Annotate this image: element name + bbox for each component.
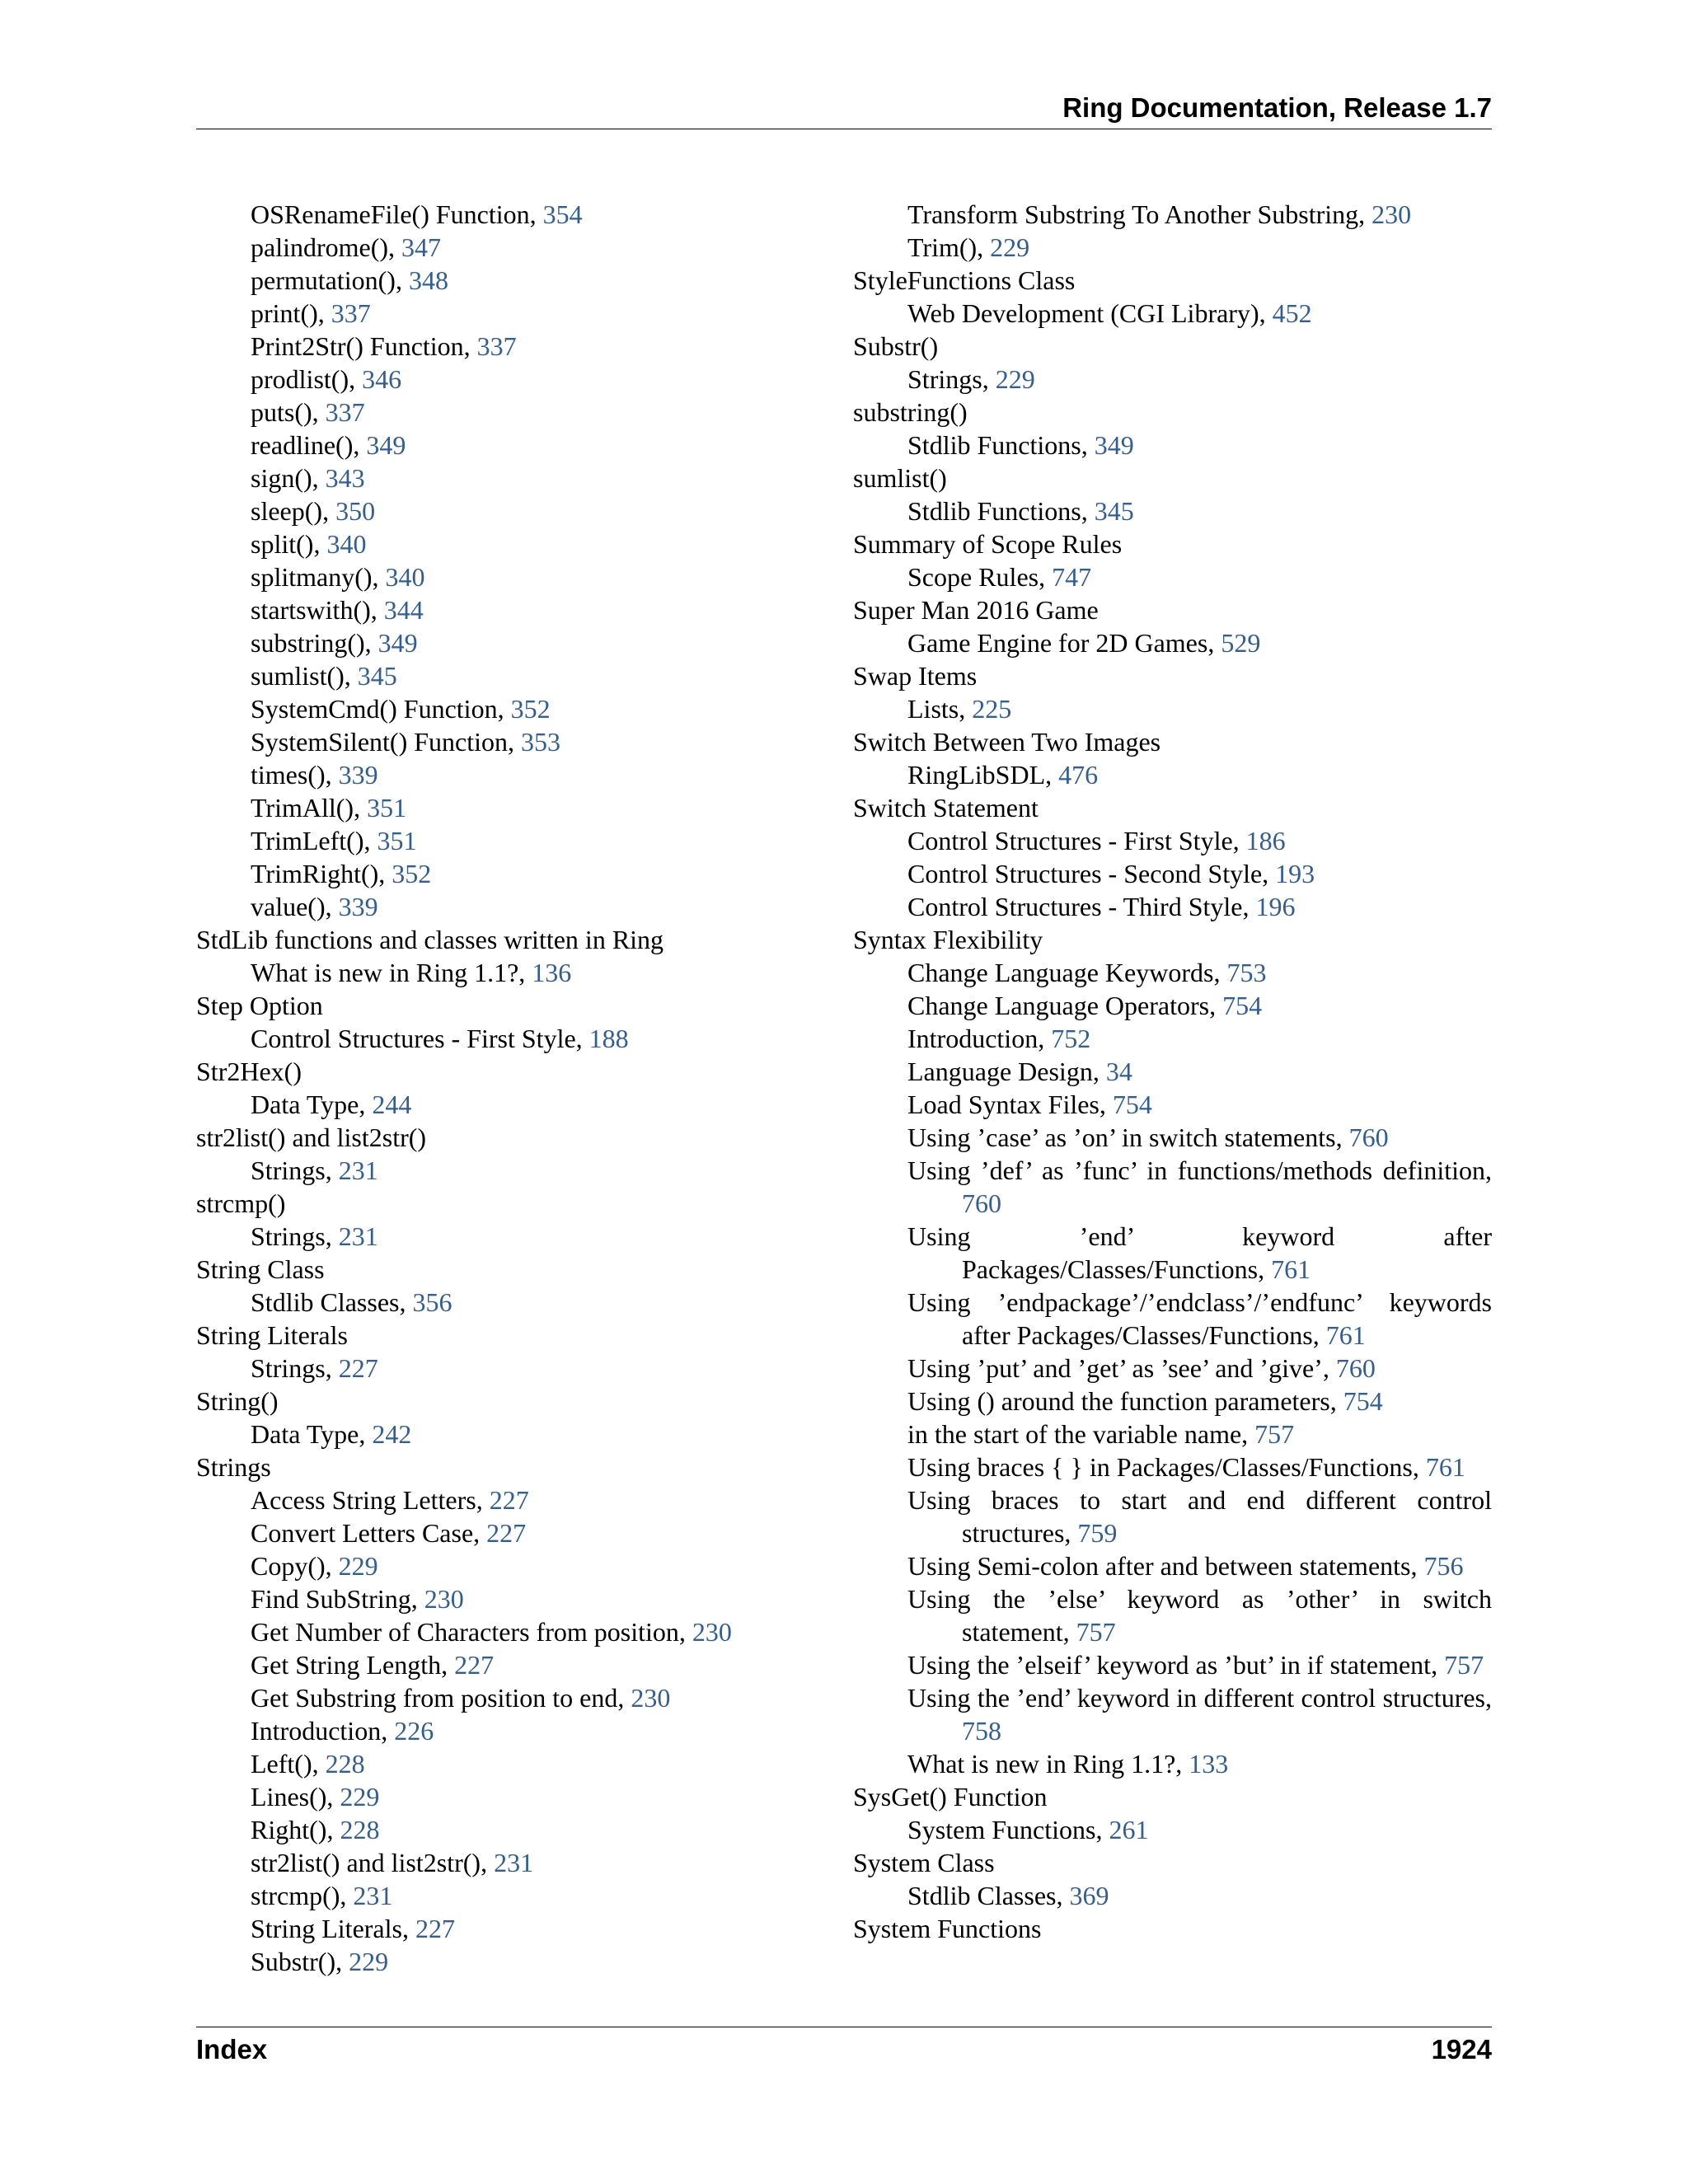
- page-link[interactable]: 351: [377, 826, 417, 855]
- index-subentry: [853, 231, 1492, 264]
- page-link[interactable]: 346: [362, 364, 402, 394]
- page-link[interactable]: 136: [532, 958, 572, 987]
- index-entry-text: StdLib functions and classes written in Ring: [196, 925, 664, 954]
- page-link[interactable]: 231: [338, 1155, 378, 1185]
- index-column-left: [196, 198, 847, 1978]
- index-term: [196, 1451, 847, 1483]
- index-entry-text: Transform Substring To Another Substring,: [907, 199, 1372, 229]
- index-subentry: [196, 1747, 847, 1780]
- index-term: [853, 1912, 1492, 1945]
- page-link[interactable]: 339: [338, 892, 378, 921]
- index-subentry: [853, 890, 1492, 923]
- index-subentry: [853, 297, 1492, 330]
- page-link[interactable]: 348: [408, 265, 448, 295]
- index-subentry: [853, 1418, 1492, 1451]
- index-term: [853, 1780, 1492, 1813]
- index-subentry: [853, 1088, 1492, 1121]
- index-term: [196, 989, 847, 1022]
- page-link[interactable]: 754: [1222, 991, 1263, 1020]
- index-entry-text: sign(),: [251, 463, 326, 493]
- index-subentry: [196, 264, 847, 297]
- page-link[interactable]: 343: [325, 463, 365, 493]
- index-subentry: [853, 1549, 1492, 1582]
- index-term: [853, 264, 1492, 297]
- index-subentry: [853, 1055, 1492, 1088]
- index-term: [853, 396, 1492, 429]
- page-link[interactable]: 349: [377, 628, 418, 658]
- index-entry-text: Left(),: [251, 1749, 326, 1779]
- page-link[interactable]: 231: [353, 1881, 393, 1910]
- index-subentry: [196, 1615, 847, 1648]
- index-subentry: [853, 363, 1492, 396]
- page-link[interactable]: 760: [1335, 1353, 1376, 1383]
- index-entry-text: Data Type,: [251, 1419, 373, 1449]
- page-link[interactable]: 230: [424, 1584, 464, 1614]
- index-subentry: [196, 1945, 847, 1978]
- page-link[interactable]: 761: [1271, 1254, 1311, 1284]
- index-entry-text: times(),: [251, 760, 339, 790]
- index-subentry: [196, 1846, 847, 1879]
- page-link[interactable]: 761: [1425, 1452, 1465, 1482]
- index-subentry: [853, 494, 1492, 527]
- index-subentry: [196, 626, 847, 659]
- index-entry-text: Strings: [196, 1452, 271, 1482]
- index-term: [853, 659, 1492, 692]
- index-entry-text: Control Structures - Third Style,: [907, 892, 1256, 921]
- index-subentry: [196, 1088, 847, 1121]
- index-entry-text: Substr(),: [251, 1947, 349, 1976]
- index-subentry: [853, 857, 1492, 890]
- page-link[interactable]: 356: [412, 1287, 452, 1317]
- page-link[interactable]: 227: [486, 1518, 527, 1548]
- index-entry-text: prodlist(),: [251, 364, 363, 394]
- index-entry-text: String Literals,: [251, 1914, 415, 1943]
- index-entry-text: Load Syntax Files,: [907, 1090, 1113, 1119]
- index-subentry: [853, 1582, 1492, 1648]
- index-subentry: [196, 1483, 847, 1516]
- index-entry-text: sleep(),: [251, 496, 336, 526]
- index-entry-text: Trim(),: [907, 232, 991, 262]
- index-subentry: [196, 429, 847, 462]
- index-term: [196, 923, 847, 956]
- index-entry-text: print(),: [251, 298, 331, 328]
- index-entry-text: Summary of Scope Rules: [853, 529, 1123, 559]
- index-entry-text: Using braces { } in Packages/Classes/Functions,: [907, 1452, 1426, 1482]
- page-link[interactable]: 452: [1272, 298, 1312, 328]
- page-link[interactable]: 228: [340, 1815, 380, 1844]
- index-entry-text: Using ’case’ as ’on’ in switch statements,: [907, 1122, 1349, 1152]
- index-term: [196, 1055, 847, 1088]
- index-subentry: [196, 1714, 847, 1747]
- page-link[interactable]: 352: [510, 694, 551, 724]
- index-entry-text: Stdlib Functions,: [907, 496, 1095, 526]
- document-header-title: Ring Documentation, Release 1.7: [1062, 92, 1492, 123]
- index-entry-text: Right(),: [251, 1815, 340, 1844]
- page-link[interactable]: 476: [1058, 760, 1099, 790]
- index-entry-text: strcmp(),: [251, 1881, 354, 1910]
- page-link[interactable]: 340: [385, 562, 425, 592]
- page-link[interactable]: 350: [335, 496, 376, 526]
- page-link[interactable]: 347: [401, 232, 442, 262]
- footer-section-label: Index: [196, 2034, 268, 2064]
- index-subentry: [196, 725, 847, 758]
- page-link[interactable]: 759: [1077, 1518, 1118, 1548]
- index-entry-text: Step Option: [196, 991, 323, 1020]
- index-entry-text: Using ’end’ keyword after Packages/Classes/Functions,: [907, 1221, 1492, 1284]
- index-subentry: [196, 1022, 847, 1055]
- index-entry-text: Web Development (CGI Library),: [907, 298, 1273, 328]
- index-entry-text: System Functions: [853, 1914, 1042, 1943]
- index-subentry: [853, 1220, 1492, 1286]
- page-link[interactable]: 753: [1226, 958, 1267, 987]
- index-term: [196, 1253, 847, 1286]
- page-link[interactable]: 354: [542, 199, 583, 229]
- page-link[interactable]: 231: [338, 1221, 378, 1251]
- index-entry-text: Str2Hex(): [196, 1057, 302, 1086]
- index-entry-text: puts(),: [251, 397, 326, 427]
- page-link[interactable]: 242: [372, 1419, 412, 1449]
- index-subentry: [196, 198, 847, 231]
- index-subentry: [196, 758, 847, 791]
- index-subentry: [853, 1681, 1492, 1747]
- index-entry-text: Using ’put’ and ’get’ as ’see’ and ’give’,: [907, 1353, 1336, 1383]
- index-entry-text: Using braces to start and end different control structures,: [907, 1485, 1492, 1548]
- index-subentry: [853, 1879, 1492, 1912]
- index-entry-text: Change Language Operators,: [907, 991, 1223, 1020]
- index-entry-text: substring(),: [251, 628, 378, 658]
- index-term: [196, 1319, 847, 1352]
- index-term: [853, 791, 1492, 824]
- index-subentry: [196, 494, 847, 527]
- index-subentry: [196, 659, 847, 692]
- page-link[interactable]: 761: [1325, 1320, 1366, 1350]
- index-entry-text: Switch Statement: [853, 793, 1039, 823]
- index-entry-text: System Class: [853, 1848, 995, 1877]
- index-entry-text: Lists,: [907, 694, 973, 724]
- page-link[interactable]: 227: [454, 1650, 495, 1680]
- page-link[interactable]: 754: [1112, 1090, 1152, 1119]
- index-entry-text: Change Language Keywords,: [907, 958, 1227, 987]
- index-subentry: [853, 758, 1492, 791]
- index-subentry: [196, 527, 847, 560]
- index-subentry: [196, 1154, 847, 1187]
- page-link[interactable]: 188: [588, 1024, 629, 1053]
- index-entry-text: Get Substring from position to end,: [251, 1683, 631, 1713]
- index-entry-text: Access String Letters,: [251, 1485, 490, 1515]
- index-entry-text: String Literals: [196, 1320, 348, 1350]
- index-entry-text: Get String Length,: [251, 1650, 455, 1680]
- index-subentry: [853, 429, 1492, 462]
- index-entry-text: TrimAll(),: [251, 793, 368, 823]
- footer-page-number: 1924: [1431, 2034, 1492, 2064]
- index-entry-text: Print2Str() Function,: [251, 331, 477, 361]
- index-subentry: [196, 363, 847, 396]
- page-link[interactable]: 229: [990, 232, 1030, 262]
- page-link[interactable]: 133: [1189, 1749, 1229, 1779]
- index-subentry: [196, 330, 847, 363]
- page-link[interactable]: 228: [325, 1749, 365, 1779]
- page-link[interactable]: 760: [1348, 1122, 1389, 1152]
- index-entry-text: Syntax Flexibility: [853, 925, 1043, 954]
- index-entry-text: startswith(),: [251, 595, 384, 625]
- index-entry-text: Using the ’elseif’ keyword as ’but’ in if statement,: [907, 1650, 1445, 1680]
- index-subentry: [196, 857, 847, 890]
- page-link[interactable]: 337: [476, 331, 517, 361]
- index-entry-text: Data Type,: [251, 1090, 373, 1119]
- page-link[interactable]: 225: [972, 694, 1012, 724]
- index-entry-text: Strings,: [251, 1353, 339, 1383]
- page-link[interactable]: 229: [349, 1947, 389, 1976]
- page-link[interactable]: 229: [995, 364, 1035, 394]
- index-entry-text: TrimRight(),: [251, 859, 392, 888]
- index-entry-text: sumlist(),: [251, 661, 358, 691]
- index-entry-text: OSRenameFile() Function,: [251, 199, 543, 229]
- index-subentry: [196, 1352, 847, 1385]
- index-entry-text: SystemCmd() Function,: [251, 694, 511, 724]
- page-link[interactable]: 226: [394, 1716, 434, 1746]
- index-entry-text: System Functions,: [907, 1815, 1109, 1844]
- index-entry-text: SysGet() Function: [853, 1782, 1048, 1811]
- index-entry-text: Convert Letters Case,: [251, 1518, 487, 1548]
- index-entry-text: RingLibSDL,: [907, 760, 1059, 790]
- index-entry-text: SystemSilent() Function,: [251, 727, 521, 757]
- index-entry-text: str2list() and list2str(),: [251, 1848, 495, 1877]
- index-subentry: [196, 396, 847, 429]
- index-subentry: [196, 1220, 847, 1253]
- index-entry-text: Strings,: [251, 1221, 339, 1251]
- index-entry-text: Get Number of Characters from position,: [251, 1617, 692, 1647]
- index-entry-text: Copy(),: [251, 1551, 339, 1581]
- index-entry-text: Strings,: [251, 1155, 339, 1185]
- index-entry-text: Substr(): [853, 331, 939, 361]
- index-entry-text: Using the ’else’ keyword as ’other’ in switch statement,: [907, 1584, 1492, 1647]
- index-entry-text: Control Structures - Second Style,: [907, 859, 1276, 888]
- index-entry-text: in the start of the variable name,: [907, 1419, 1255, 1449]
- index-subentry: [853, 824, 1492, 857]
- page-link[interactable]: 231: [494, 1848, 534, 1877]
- index-term: [853, 725, 1492, 758]
- index-subentry: [196, 1681, 847, 1714]
- page-link[interactable]: 34: [1105, 1057, 1132, 1086]
- page-link[interactable]: 337: [331, 298, 371, 328]
- page-link[interactable]: 757: [1444, 1650, 1484, 1680]
- index-term: [853, 527, 1492, 560]
- index-subentry: [853, 626, 1492, 659]
- index-subentry: [853, 560, 1492, 593]
- index-entry-text: substring(): [853, 397, 968, 427]
- index-entry-text: Lines(),: [251, 1782, 340, 1811]
- index-entry-text: Using () around the function parameters,: [907, 1386, 1343, 1416]
- page-link[interactable]: 760: [962, 1188, 1001, 1218]
- index-entry-text: Stdlib Functions,: [907, 430, 1095, 460]
- index-subentry: [853, 1451, 1492, 1483]
- index-entry-text: Swap Items: [853, 661, 978, 691]
- index-entry-text: Super Man 2016 Game: [853, 595, 1099, 625]
- index-subentry: [196, 462, 847, 494]
- index-subentry: [853, 198, 1492, 231]
- index-entry-text: What is new in Ring 1.1?,: [251, 958, 532, 987]
- index-entry-text: Using ’def’ as ’func’ in functions/methods definition,: [907, 1155, 1492, 1185]
- index-subentry: [853, 692, 1492, 725]
- index-entry-text: split(),: [251, 529, 327, 559]
- page-link[interactable]: 339: [338, 760, 378, 790]
- index-term: [853, 1846, 1492, 1879]
- index-entry-text: Stdlib Classes,: [907, 1881, 1070, 1910]
- index-subentry: [196, 1582, 847, 1615]
- index-term: [853, 593, 1492, 626]
- page-link[interactable]: 227: [338, 1353, 378, 1383]
- index-subentry: [196, 1879, 847, 1912]
- index-entry-text: splitmany(),: [251, 562, 386, 592]
- page-link[interactable]: 351: [367, 793, 407, 823]
- page-link[interactable]: 757: [1254, 1419, 1295, 1449]
- page-link[interactable]: 340: [326, 529, 367, 559]
- index-entry-text: value(),: [251, 892, 339, 921]
- index-subentry: [196, 1912, 847, 1945]
- index-subentry: [196, 297, 847, 330]
- index-subentry: [853, 1022, 1492, 1055]
- index-entry-text: String(): [196, 1386, 279, 1416]
- page-link[interactable]: 752: [1051, 1024, 1091, 1053]
- page-link[interactable]: 754: [1343, 1386, 1383, 1416]
- page-link[interactable]: 261: [1109, 1815, 1149, 1844]
- index-entry-text: String Class: [196, 1254, 325, 1284]
- index-entry-text: StyleFunctions Class: [853, 265, 1076, 295]
- index-entry-text: readline(),: [251, 430, 367, 460]
- index-term: [196, 1187, 847, 1220]
- page-link[interactable]: 349: [1094, 430, 1134, 460]
- page-link[interactable]: 229: [338, 1551, 378, 1581]
- page-link[interactable]: 758: [962, 1716, 1001, 1746]
- index-subentry: [853, 1286, 1492, 1352]
- index-subentry: [196, 890, 847, 923]
- index-entry-text: Stdlib Classes,: [251, 1287, 413, 1317]
- index-entry-text: Using the ’end’ keyword in different control structures,: [907, 1683, 1492, 1713]
- index-subentry: [196, 1648, 847, 1681]
- index-term: [853, 462, 1492, 494]
- page-link[interactable]: 747: [1052, 562, 1092, 592]
- index-subentry: [196, 1418, 847, 1451]
- index-subentry: [853, 956, 1492, 989]
- index-entry-text: str2list() and list2str(): [196, 1122, 427, 1152]
- index-entry-text: Introduction,: [251, 1716, 395, 1746]
- page-link[interactable]: 337: [325, 397, 365, 427]
- page-link[interactable]: 757: [1076, 1617, 1116, 1647]
- index-entry-text: permutation(),: [251, 265, 409, 295]
- index-subentry: [853, 1813, 1492, 1846]
- index-subentry: [196, 1780, 847, 1813]
- index-entry-text: Game Engine for 2D Games,: [907, 628, 1221, 658]
- page-link[interactable]: 230: [692, 1617, 732, 1647]
- index-entry-text: Using Semi-colon after and between statements,: [907, 1551, 1424, 1581]
- index-subentry: [196, 560, 847, 593]
- page-link[interactable]: 756: [1423, 1551, 1464, 1581]
- index-entry-text: Language Design,: [907, 1057, 1106, 1086]
- index-subentry: [853, 1154, 1492, 1220]
- index-entry-text: sumlist(): [853, 463, 947, 493]
- index-subentry: [853, 1121, 1492, 1154]
- page-link[interactable]: 352: [392, 859, 432, 888]
- page-link[interactable]: 349: [366, 430, 406, 460]
- index-entry-text: Using ’endpackage’/’endclass’/’endfunc’ keywords after Packages/Classes/Functions,: [907, 1287, 1492, 1350]
- page-link[interactable]: 369: [1069, 1881, 1109, 1910]
- page-link[interactable]: 345: [357, 661, 397, 691]
- index-entry-text: palindrome(),: [251, 232, 402, 262]
- index-entry-text: Control Structures - First Style,: [907, 826, 1246, 855]
- page-link[interactable]: 244: [372, 1090, 412, 1119]
- index-subentry: [196, 1286, 847, 1319]
- index-entry-text: Strings,: [907, 364, 996, 394]
- page-link[interactable]: 229: [340, 1782, 380, 1811]
- index-subentry: [196, 593, 847, 626]
- index-subentry: [853, 1483, 1492, 1549]
- index-subentry: [853, 1747, 1492, 1780]
- index-subentry: [853, 1648, 1492, 1681]
- index-subentry: [196, 791, 847, 824]
- index-term: [853, 330, 1492, 363]
- page-link[interactable]: 227: [415, 1914, 455, 1943]
- index-entry-text: Switch Between Two Images: [853, 727, 1161, 757]
- page-link[interactable]: 196: [1255, 892, 1296, 921]
- index-subentry: [853, 1385, 1492, 1418]
- index-subentry: [196, 1549, 847, 1582]
- index-entry-text: What is new in Ring 1.1?,: [907, 1749, 1189, 1779]
- index-subentry: [196, 1516, 847, 1549]
- index-entry-text: strcmp(): [196, 1188, 286, 1218]
- index-entry-text: Introduction,: [907, 1024, 1052, 1053]
- index-subentry: [196, 1813, 847, 1846]
- page-link[interactable]: 344: [383, 595, 424, 625]
- index-subentry: [196, 824, 847, 857]
- index-subentry: [853, 1352, 1492, 1385]
- index-column-right: [853, 198, 1492, 1945]
- index-term: [196, 1385, 847, 1418]
- index-subentry: [196, 231, 847, 264]
- index-subentry: [853, 989, 1492, 1022]
- page-link[interactable]: 529: [1221, 628, 1261, 658]
- index-subentry: [196, 692, 847, 725]
- index-subentry: [196, 956, 847, 989]
- page-link[interactable]: 345: [1094, 496, 1134, 526]
- page-link[interactable]: 353: [521, 727, 560, 757]
- index-entry-text: TrimLeft(),: [251, 826, 377, 855]
- index-term: [853, 923, 1492, 956]
- page-link[interactable]: 193: [1275, 859, 1315, 888]
- index-term: [196, 1121, 847, 1154]
- page-link[interactable]: 186: [1245, 826, 1286, 855]
- index-entry-text: Control Structures - First Style,: [251, 1024, 589, 1053]
- index-entry-text: Find SubString,: [251, 1584, 424, 1614]
- page-link[interactable]: 230: [631, 1683, 671, 1713]
- page-link[interactable]: 227: [489, 1485, 529, 1515]
- page-link[interactable]: 230: [1372, 199, 1412, 229]
- index-entry-text: Scope Rules,: [907, 562, 1053, 592]
